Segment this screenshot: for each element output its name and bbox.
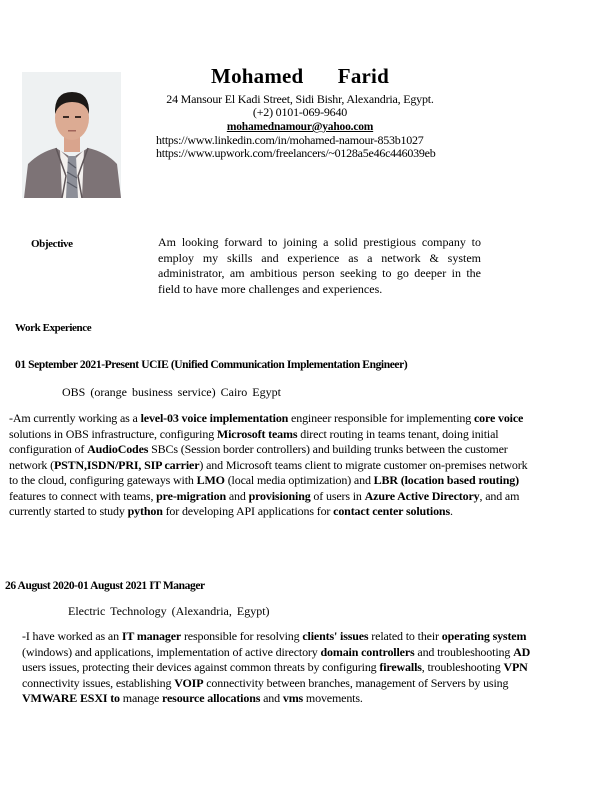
emphasized-text: VOIP	[174, 675, 204, 690]
text-run: connectivity issues, establishing	[22, 675, 175, 690]
text-run: and	[260, 691, 283, 705]
emphasized-text: Microsoft teams	[216, 426, 298, 441]
emphasized-text: IT manager	[121, 629, 182, 643]
job-description	[9, 411, 529, 520]
emphasized-text: firewalls	[379, 660, 422, 674]
text-run: features to connect with teams,	[9, 488, 157, 503]
text-run: responsible for resolving	[181, 629, 303, 643]
emphasized-text: operating system	[441, 629, 527, 643]
emphasized-text: level-03 voice implementation	[140, 411, 289, 425]
emphasized-text: LMO	[196, 473, 225, 487]
emphasized-text: AudioCodes	[87, 442, 149, 456]
emphasized-text: core voice	[473, 411, 524, 425]
text-run: SBCs (Session border controllers) and building trunks between the customer network (	[9, 442, 508, 472]
linkedin-link[interactable]: https://www.linkedin.com/in/mohamed-namour-853b1027	[156, 133, 424, 147]
emphasized-text: PSTN,ISDN/PRI, SIP carrier	[53, 457, 200, 472]
email-container	[140, 119, 460, 134]
text-run: -I have worked as an	[22, 629, 122, 643]
emphasized-text: pre-migration	[156, 488, 226, 503]
text-run: ) and Microsoft teams client to migrate customer on-premises network to the cloud, configuring gateways with	[9, 457, 528, 487]
job-title: 26 August 2020-01 August 2021 IT Manager	[5, 580, 205, 592]
text-run: (windows) and applications, implementation of active directory	[22, 644, 321, 659]
text-run: manage	[119, 691, 163, 705]
emphasized-text: domain controllers	[320, 644, 415, 659]
address: 24 Mansour El Kadi Street, Sidi Bishr, Alexandria, Egypt.	[166, 92, 434, 106]
text-run: and	[225, 488, 249, 503]
text-run: engineer responsible for implementing	[288, 411, 474, 425]
email-link[interactable]: mohamednamour@yahoo.com	[226, 121, 374, 133]
phone: (+2) 0101-069-9640	[252, 105, 348, 119]
text-run: , and am currently started to study	[9, 488, 520, 518]
emphasized-text: VMWARE ESXI to	[22, 691, 120, 705]
emphasized-text: resource allocations	[162, 691, 261, 705]
text-run: , troubleshooting	[421, 660, 504, 674]
text-run: and troubleshooting	[414, 644, 514, 659]
emphasized-text: vms	[282, 691, 304, 705]
emphasized-text: Azure Active Directory	[364, 488, 480, 503]
emphasized-text: VPN	[503, 660, 528, 674]
text-run: connectivity between branches, management of Servers by using	[203, 675, 509, 690]
job-company: OBS (orange business service) Cairo Egypt	[62, 385, 281, 399]
candidate-name: Mohamed Farid	[211, 64, 389, 88]
emphasized-text: contact center solutions	[333, 504, 450, 518]
emphasized-text: LBR (location based routing)	[373, 473, 519, 487]
objective-text: Am looking forward to joining a solid prestigious company to employ my skills and experience as a network & system administrator, am ambitious person seeking to go deeper in the field to have more challenges and experiences.	[158, 235, 481, 296]
text-run: solutions in OBS infrastructure, configuring	[9, 426, 217, 441]
person-portrait-icon	[22, 72, 121, 198]
objective-label: Objective	[31, 238, 73, 250]
text-run: for developing API applications for	[162, 504, 334, 518]
text-run: (local media optimization) and	[224, 473, 374, 487]
job-description	[22, 629, 536, 707]
job-company: Electric Technology (Alexandria, Egypt)	[68, 604, 270, 618]
text-run: related to their	[368, 629, 442, 643]
profile-photo	[22, 72, 121, 198]
upwork-link[interactable]: https://www.upwork.com/freelancers/~0128a5e46c446039eb	[156, 146, 436, 160]
work-experience-heading: Work Experience	[15, 322, 92, 334]
text-run: .	[449, 504, 453, 518]
text-run: direct routing in teams tenant, doing initial configuration of	[9, 426, 499, 456]
emphasized-text: clients' issues	[302, 629, 369, 643]
emphasized-text: python	[127, 504, 163, 518]
text-run: -Am currently working as a	[9, 411, 141, 425]
emphasized-text: AD	[513, 644, 531, 659]
text-run: movements.	[303, 691, 363, 705]
emphasized-text: provisioning	[248, 488, 311, 503]
text-run: users issues, protecting their devices against common threats by configuring	[22, 660, 380, 674]
text-run: of users in	[310, 488, 365, 503]
job-title: 01 September 2021-Present UCIE (Unified Communication Implementation Engineer)	[15, 359, 408, 371]
